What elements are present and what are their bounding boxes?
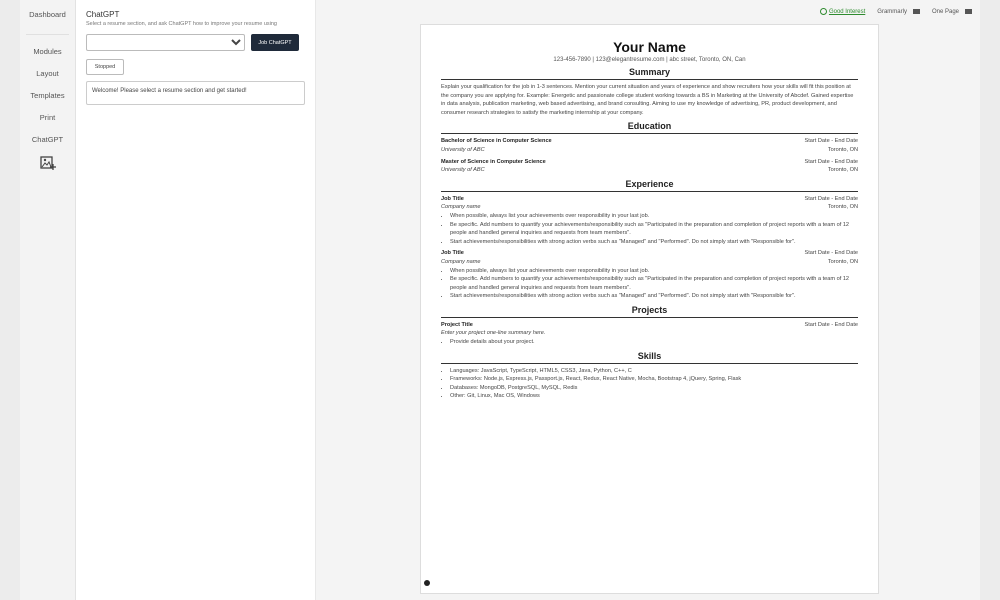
education-entry[interactable] — [441, 137, 858, 154]
resume-name[interactable]: Your Name — [613, 39, 686, 55]
skill-item: • Frameworks: Node.js, Express.js, Passport.js, React, Redux, React Native, Mocha, Bootstrap 4, jQuery, Spring, Flask — [450, 375, 858, 384]
one-page-toggle[interactable] — [932, 9, 972, 15]
section-title-projects[interactable]: Projects — [441, 305, 858, 318]
location: Toronto, ON — [827, 167, 858, 174]
add-image-icon[interactable] — [40, 155, 56, 171]
good-interest-label: Good Interest — [828, 8, 866, 15]
bullet: • Start achievements/responsibilities with strong action verbs such as "Managed" and "Performed". Do not simply start with "Responsible for". — [450, 292, 858, 301]
school: University of ABC — [441, 146, 485, 153]
company: Company name — [441, 204, 481, 211]
sidebar-item-print[interactable]: Print — [39, 113, 56, 122]
section-title-skills[interactable]: Skills — [441, 351, 858, 364]
chatgpt-panel — [76, 0, 316, 600]
skill-item: • Languages: JavaScript, TypeScript, HTML5, CSS3, Java, Python, C++, C — [450, 367, 858, 376]
chat-message-box: Welcome! Please select a resume section and get started! — [86, 81, 305, 105]
sidebar-divider — [26, 34, 69, 35]
drag-handle-icon[interactable] — [424, 580, 430, 586]
stopped-button[interactable]: Stopped — [86, 59, 124, 75]
right-margin — [980, 0, 1000, 600]
toggle-icon — [913, 9, 920, 14]
grammarly-label: Grammarly — [877, 8, 907, 15]
section-title-experience[interactable]: Experience — [441, 179, 858, 192]
grammarly-toggle[interactable] — [877, 9, 920, 15]
bullet: • Start achievements/responsibilities with strong action verbs such as "Managed" and "Performed". Do not simply start with "Responsible for". — [450, 238, 858, 247]
project-bullets — [441, 338, 858, 347]
sidebar-item-modules[interactable]: Modules — [33, 47, 62, 56]
resume-workspace — [316, 0, 980, 600]
check-circle-icon — [820, 8, 827, 15]
top-toolbar — [808, 8, 972, 15]
experience-bullets — [441, 267, 858, 301]
date: Start Date - End Date — [804, 250, 858, 257]
date: Start Date - End Date — [804, 195, 858, 202]
sidebar-item-layout[interactable]: Layout — [36, 69, 59, 78]
date: Start Date - End Date — [804, 158, 858, 165]
degree: Master of Science in Computer Science — [441, 158, 546, 165]
good-interest-toggle[interactable] — [820, 8, 865, 15]
date: Start Date - End Date — [804, 321, 858, 328]
skill-item: • Databases: MongoDB, PostgreSQL, MySQL, Redis — [450, 384, 858, 393]
experience-entry[interactable] — [441, 249, 858, 301]
location: Toronto, ON — [827, 258, 858, 265]
skill-item: • Other: Git, Linux, Mac OS, Windows — [450, 392, 858, 401]
sidebar — [20, 0, 76, 600]
bullet: • Provide details about your project. — [450, 338, 858, 347]
bullet: • Be specific. Add numbers to quantify your achievements/responsibility such as "Participated in the preparation and completion of project reports with a team of 12 people and handled general inquiries and requests from team members". — [450, 275, 858, 292]
project-entry[interactable] — [441, 321, 858, 347]
bullet: • When possible, always list your achievements over responsibility in your last job. — [450, 212, 858, 221]
job-title: Job Title — [441, 195, 464, 202]
location: Toronto, ON — [827, 146, 858, 153]
summary-text[interactable]: Explain your qualification for the job in 1-3 sentences. Mention your current situation and years of experience and show recruiters how your skills will fit this position at the company you are applying for. Example: Energetic and passionate college student working towards a BS in Marketing at the University of Abcdef. Gained expertise in data analysis, publication marketing, web based advertising, and brand consulting. Aiming to use my knowledge of advertising, PR, product development, and consumer research strategies to satisfy the marketing internship at your company. — [441, 84, 854, 116]
project-title: Project Title — [441, 321, 473, 328]
toggle-icon — [965, 9, 972, 14]
degree: Bachelor of Science in Computer Science — [441, 138, 552, 145]
sidebar-item-dashboard[interactable]: Dashboard — [29, 10, 66, 19]
section-title-summary[interactable]: Summary — [441, 67, 858, 80]
resume-contact[interactable]: 123-456-7890 | 123@elegantresume.com | abc street, Toronto, ON, Can — [553, 57, 746, 63]
project-summary: Enter your project one-line summary here. — [441, 330, 546, 337]
one-page-label: One Page — [931, 8, 959, 15]
sidebar-item-chatgpt[interactable]: ChatGPT — [31, 135, 64, 144]
job-chatgpt-button[interactable]: Job ChatGPT — [251, 34, 299, 51]
date: Start Date - End Date — [804, 138, 858, 145]
school: University of ABC — [441, 167, 485, 174]
bullet: • Be specific. Add numbers to quantify your achievements/responsibility such as "Participated in the preparation and completion of project reports with a team of 12 people and handled general inquiries and requests from team members". — [450, 221, 858, 238]
education-entry[interactable] — [441, 158, 858, 175]
resume-page[interactable] — [420, 24, 879, 594]
section-title-education[interactable]: Education — [441, 121, 858, 134]
skills-list[interactable] — [441, 367, 858, 401]
bullet: • When possible, always list your achievements over responsibility in your last job. — [450, 267, 858, 276]
panel-description: Select a resume section, and ask ChatGPT how to improve your resume using — [86, 21, 277, 27]
prompt-row — [86, 34, 305, 51]
experience-entry[interactable] — [441, 195, 858, 247]
panel-title: ChatGPT — [86, 10, 120, 19]
experience-bullets — [441, 212, 858, 246]
section-select[interactable] — [86, 34, 245, 51]
sidebar-item-templates[interactable]: Templates — [30, 91, 65, 100]
left-margin — [0, 0, 20, 600]
company: Company name — [441, 258, 481, 265]
job-title: Job Title — [441, 250, 464, 257]
location: Toronto, ON — [827, 204, 858, 211]
